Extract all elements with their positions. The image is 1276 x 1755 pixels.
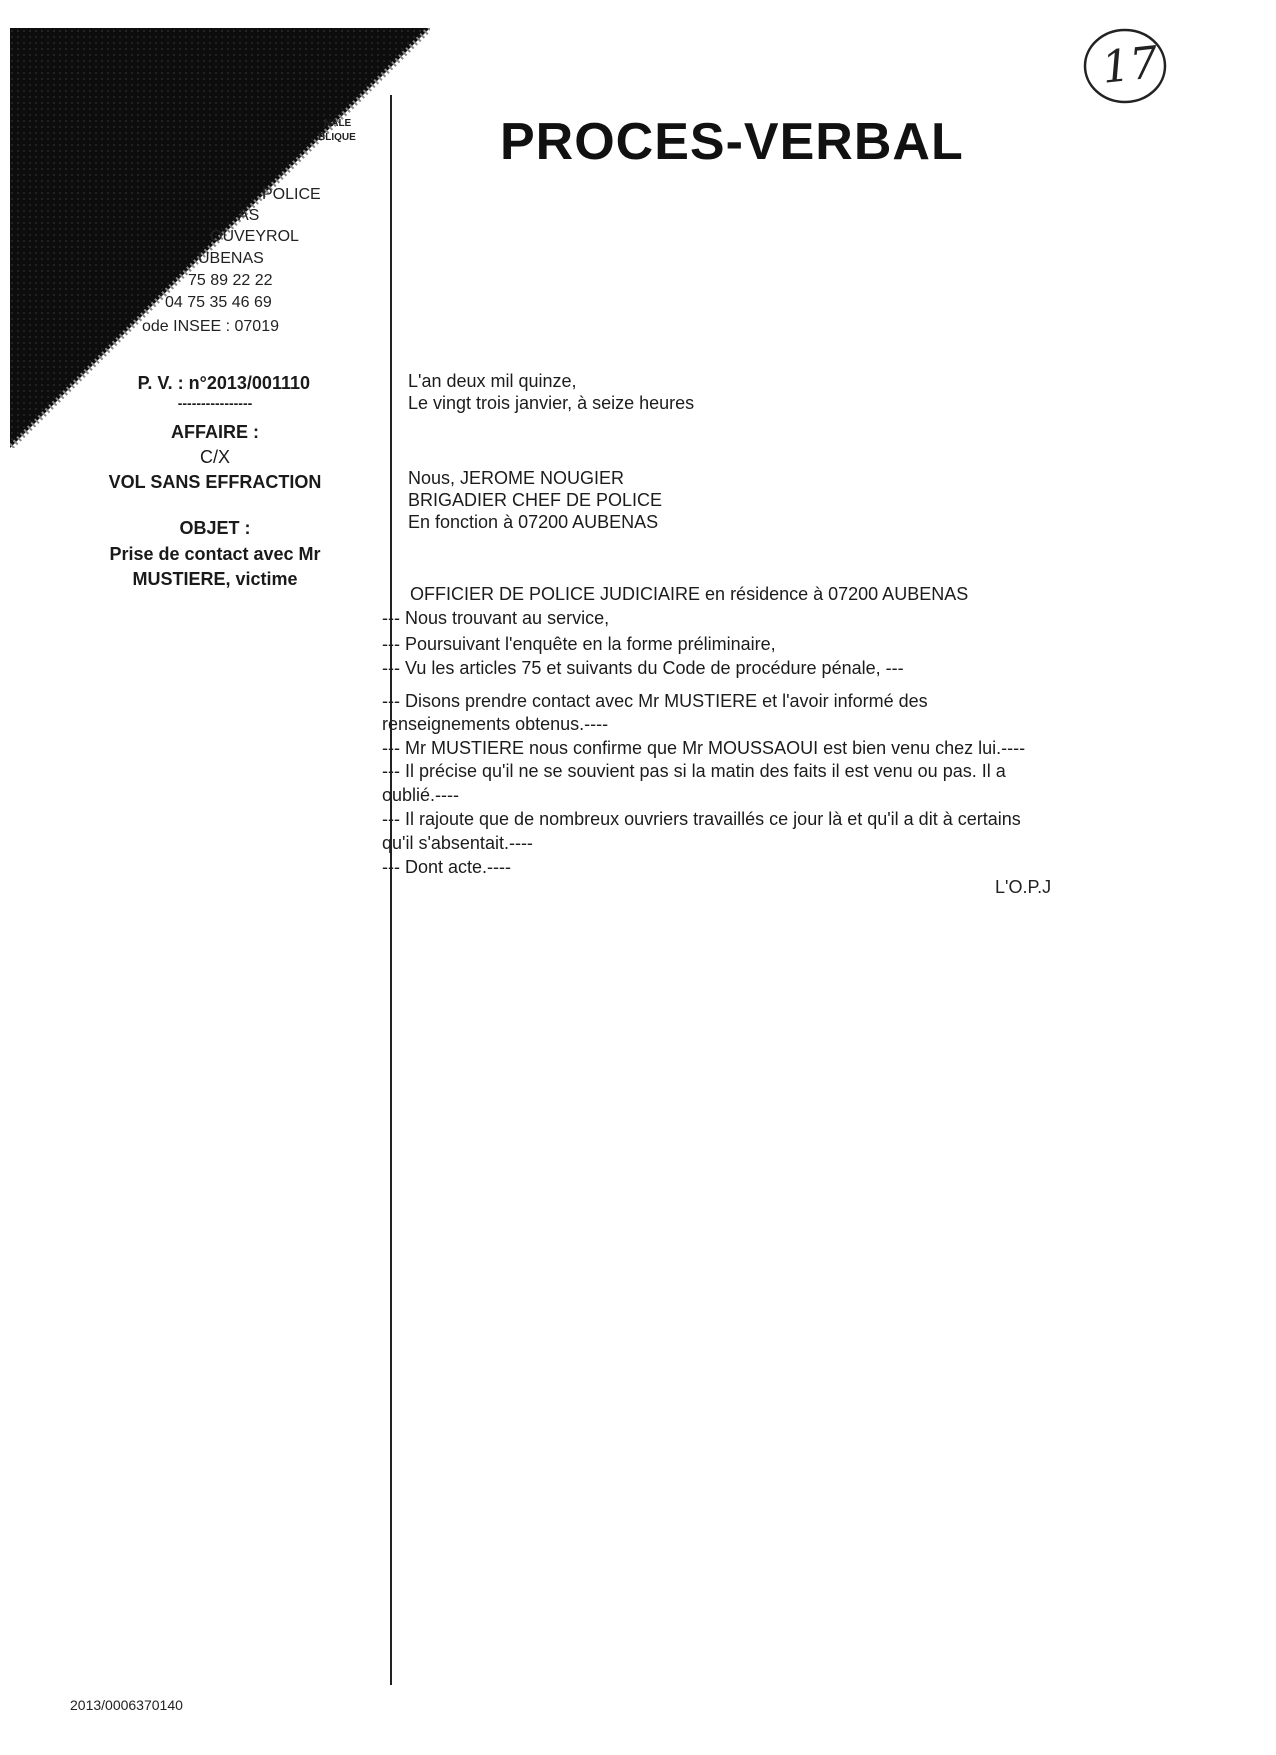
officer-location: En fonction à 07200 AUBENAS xyxy=(408,512,659,532)
affaire-label: AFFAIRE : xyxy=(171,422,259,442)
header-org-fragment-1: NALE xyxy=(324,118,352,129)
body-line: qu'il s'absentait.---- xyxy=(382,833,533,853)
body-line: --- Mr MUSTIERE nous confirme que Mr MOUSSAOUI est bien venu chez lui.---- xyxy=(382,738,1026,758)
body-line: --- Nous trouvant au service, xyxy=(382,608,610,628)
officer-rank: BRIGADIER CHEF DE POLICE xyxy=(408,490,663,510)
pv-separator: ---------------- xyxy=(177,395,253,411)
objet-label: OBJET : xyxy=(179,518,251,538)
pv-reference: P. V. : n°2013/001110 xyxy=(137,373,310,393)
date-line-1: L'an deux mil quinze, xyxy=(408,371,577,391)
opj-line: OFFICIER DE POLICE JUDICIAIRE en résidence à 07200 AUBENAS xyxy=(410,584,969,604)
affaire-title: VOL SANS EFFRACTION xyxy=(108,472,322,492)
body-line: --- Poursuivant l'enquête en la forme préliminaire, xyxy=(382,634,776,654)
body-line: --- Il précise qu'il ne se souvient pas si la matin des faits il est venu ou pas. Il a xyxy=(382,761,1006,781)
body-line: --- Vu les articles 75 et suivants du Code de procédure pénale, --- xyxy=(382,658,904,678)
header-insee: ode INSEE : 07019 xyxy=(142,318,279,335)
header-org-fragment-2: BLIQUE xyxy=(318,132,356,143)
header-service-2: AS xyxy=(238,207,260,224)
date-line-2: Le vingt trois janvier, à seize heures xyxy=(408,393,695,413)
signature-label: L'O.P.J xyxy=(995,877,1052,897)
header-fax: 04 75 35 46 69 xyxy=(165,294,272,311)
header-phone: 75 89 22 22 xyxy=(188,272,273,289)
body-line: --- Disons prendre contact avec Mr MUSTIERE et l'avoir informé des xyxy=(382,691,928,711)
objet-line-2: MUSTIERE, victime xyxy=(132,569,298,589)
margin-divider xyxy=(390,95,392,1685)
document-title: PROCES-VERBAL xyxy=(500,113,964,171)
header-service: POLICE xyxy=(262,186,321,203)
body-line: oublié.---- xyxy=(382,785,460,805)
body-line: --- Dont acte.---- xyxy=(382,857,512,877)
officer-name: Nous, JEROME NOUGIER xyxy=(408,468,625,488)
header-street: OUVEYROL xyxy=(210,228,299,245)
body-line: renseignements obtenus.---- xyxy=(382,714,609,734)
header-city: UBENAS xyxy=(198,250,264,267)
objet-line-1: Prise de contact avec Mr xyxy=(109,544,321,564)
body-line: --- Il rajoute que de nombreux ouvriers travaillés ce jour là et qu'il a dit à certains xyxy=(382,809,1021,829)
affaire-code: C/X xyxy=(199,447,230,467)
page-number: 17 xyxy=(1099,37,1161,94)
footer-reference: 2013/0006370140 xyxy=(70,1697,183,1713)
